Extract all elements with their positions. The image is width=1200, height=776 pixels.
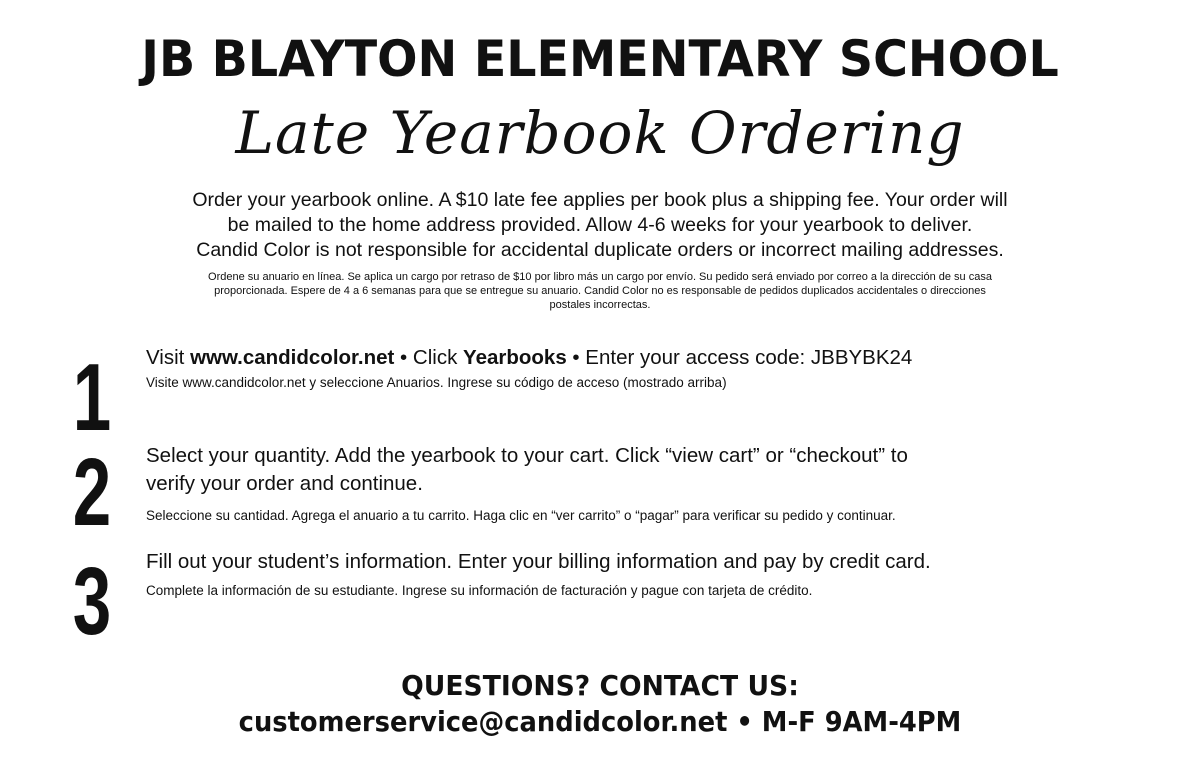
step-line: verify your order and continue.: [146, 472, 423, 495]
intro-spanish: [100, 270, 1100, 312]
step-spanish: Seleccione su cantidad. Agrega el anuario a tu carrito. Haga clic en “ver carrito” o “pagar” para verificar su pedido y continuar.: [146, 508, 896, 523]
intro-spanish-line: postales incorrectas.: [549, 299, 651, 311]
step-spanish: Complete la información de su estudiante. Ingrese su información de facturación y pague con tarjeta de crédito.: [146, 583, 813, 598]
page-title: Late Yearbook Ordering: [235, 99, 965, 167]
intro-english-line: Order your yearbook online. A $10 late fee applies per book plus a shipping fee. Your order will: [192, 189, 1008, 211]
step-number: 3: [72, 548, 112, 655]
school-name-heading: JB BLAYTON ELEMENTARY SCHOOL: [141, 30, 1059, 88]
step-spanish: Visite www.candidcolor.net y seleccione Anuarios. Ingrese su código de acceso (mostrado arriba): [146, 375, 727, 390]
intro-english-line: Candid Color is not responsible for accidental duplicate orders or incorrect mailing addresses.: [196, 239, 1004, 261]
intro-english-line: be mailed to the home address provided. Allow 4-6 weeks for your yearbook to deliver.: [227, 214, 973, 236]
step-text: • Enter your access code: JBBYBK24: [566, 346, 913, 369]
intro-english: [90, 188, 1110, 263]
step-number: 1: [72, 344, 112, 451]
yearbooks-label: Yearbooks: [463, 346, 567, 369]
step-line: Select your quantity. Add the yearbook to your cart. Click “view cart” or “checkout” to: [146, 444, 908, 467]
step-text: • Click: [394, 346, 464, 369]
step-number: 2: [72, 439, 112, 546]
step-instruction: Fill out your student’s information. Enter your billing information and pay by credit card.: [146, 550, 931, 573]
intro-spanish-line: Ordene su anuario en línea. Se aplica un cargo por retraso de $10 por libro más un cargo por envío. Su pedido será enviado por correo a la dirección de su casa: [208, 271, 992, 283]
step-instruction: [146, 442, 1146, 498]
step-instruction: [146, 344, 1146, 372]
intro-spanish-line: proporcionada. Espere de 4 a 6 semanas para que se entregue su anuario. Candid Color no es responsable de pedidos duplicados accidentales o direcciones: [214, 285, 986, 297]
website-link[interactable]: www.candidcolor.net: [190, 346, 395, 369]
contact-details: customerservice@candidcolor.net • M-F 9AM-4PM: [238, 705, 962, 738]
contact-heading: QUESTIONS? CONTACT US:: [401, 669, 799, 702]
step-text: Visit: [146, 346, 191, 369]
